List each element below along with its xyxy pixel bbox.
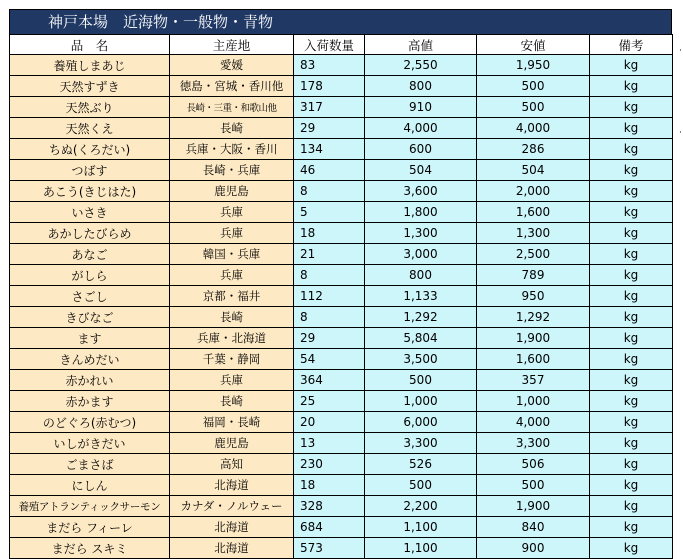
cell-qty: 25 [294, 391, 365, 412]
side-mark: · [679, 46, 682, 56]
header-name: 品 名 [10, 35, 170, 55]
header-row [10, 35, 673, 55]
cell-qty: 54 [294, 349, 365, 370]
cell-origin: 千葉・静岡 [170, 349, 294, 370]
table-row [10, 139, 673, 160]
cell-high: 1,100 [365, 538, 477, 559]
cell-high: 2,200 [365, 496, 477, 517]
cell-qty: 8 [294, 181, 365, 202]
cell-origin: 兵庫 [170, 202, 294, 223]
cell-high: 4,000 [365, 118, 477, 139]
cell-high: 3,500 [365, 349, 477, 370]
cell-low: 500 [477, 76, 590, 97]
cell-name: がしら [10, 265, 170, 286]
table-row [10, 160, 673, 181]
cell-high: 6,000 [365, 412, 477, 433]
cell-name: きびなご [10, 307, 170, 328]
cell-name: のどぐろ(赤むつ) [10, 412, 170, 433]
table-row [10, 265, 673, 286]
cell-low: 357 [477, 370, 590, 391]
cell-qty: 21 [294, 244, 365, 265]
table-row [10, 517, 673, 538]
cell-unit: kg [590, 55, 673, 76]
cell-name: つばす [10, 160, 170, 181]
cell-high: 910 [365, 97, 477, 118]
sheet-title: 神戸本場 近海物・一般物・青物 [9, 9, 672, 34]
cell-unit: kg [590, 160, 673, 181]
cell-high: 1,100 [365, 517, 477, 538]
cell-unit: kg [590, 265, 673, 286]
cell-name: 赤かます [10, 391, 170, 412]
cell-qty: 364 [294, 370, 365, 391]
cell-origin: 北海道 [170, 517, 294, 538]
cell-unit: kg [590, 370, 673, 391]
cell-unit: kg [590, 412, 673, 433]
cell-low: 2,000 [477, 181, 590, 202]
cell-name: あかしたびらめ [10, 223, 170, 244]
table-row [10, 76, 673, 97]
cell-origin: 長崎 [170, 391, 294, 412]
cell-origin: 高知 [170, 454, 294, 475]
cell-name: にしん [10, 475, 170, 496]
cell-low: 900 [477, 538, 590, 559]
cell-unit: kg [590, 223, 673, 244]
cell-unit: kg [590, 307, 673, 328]
cell-name: 赤かれい [10, 370, 170, 391]
cell-high: 526 [365, 454, 477, 475]
cell-high: 2,550 [365, 55, 477, 76]
cell-origin: 兵庫 [170, 370, 294, 391]
market-price-sheet [9, 9, 672, 559]
cell-origin: 徳島・宮城・香川他 [170, 76, 294, 97]
header-unit: 備考 [590, 35, 673, 55]
cell-unit: kg [590, 118, 673, 139]
header-origin: 主産地 [170, 35, 294, 55]
cell-low: 500 [477, 475, 590, 496]
cell-low: 1,600 [477, 202, 590, 223]
cell-qty: 18 [294, 475, 365, 496]
cell-name: いしがきだい [10, 433, 170, 454]
cell-low: 1,300 [477, 223, 590, 244]
cell-unit: kg [590, 475, 673, 496]
table-row [10, 475, 673, 496]
cell-origin: 兵庫・大阪・香川 [170, 139, 294, 160]
cell-qty: 18 [294, 223, 365, 244]
table-row [10, 244, 673, 265]
cell-qty: 8 [294, 265, 365, 286]
cell-name: まだら フィーレ [10, 517, 170, 538]
cell-name: ちぬ(くろだい) [10, 139, 170, 160]
cell-unit: kg [590, 391, 673, 412]
table-row [10, 202, 673, 223]
cell-origin: 鹿児島 [170, 181, 294, 202]
cell-origin: カナダ・ノルウェー [170, 496, 294, 517]
cell-qty: 29 [294, 118, 365, 139]
cell-name: 天然ぶり [10, 97, 170, 118]
cell-low: 4,000 [477, 118, 590, 139]
cell-high: 800 [365, 76, 477, 97]
cell-high: 1,133 [365, 286, 477, 307]
cell-name: 天然すずき [10, 76, 170, 97]
cell-qty: 134 [294, 139, 365, 160]
table-row [10, 433, 673, 454]
cell-unit: kg [590, 139, 673, 160]
cell-low: 1,900 [477, 496, 590, 517]
side-mark: · [679, 128, 682, 138]
cell-qty: 328 [294, 496, 365, 517]
cell-high: 800 [365, 265, 477, 286]
table-row [10, 496, 673, 517]
cell-low: 2,500 [477, 244, 590, 265]
cell-qty: 13 [294, 433, 365, 454]
cell-name: いさき [10, 202, 170, 223]
cell-qty: 29 [294, 328, 365, 349]
cell-low: 286 [477, 139, 590, 160]
cell-name: あこう(きじはた) [10, 181, 170, 202]
table-row [10, 55, 673, 76]
cell-name: 養殖アトランティックサーモン [10, 496, 170, 517]
header-low: 安値 [477, 35, 590, 55]
table-row [10, 328, 673, 349]
cell-unit: kg [590, 76, 673, 97]
table-row [10, 391, 673, 412]
cell-qty: 83 [294, 55, 365, 76]
cell-origin: 兵庫 [170, 265, 294, 286]
cell-origin: 長崎・兵庫 [170, 160, 294, 181]
cell-origin: 北海道 [170, 538, 294, 559]
cell-unit: kg [590, 244, 673, 265]
cell-high: 500 [365, 370, 477, 391]
cell-unit: kg [590, 349, 673, 370]
cell-high: 1,800 [365, 202, 477, 223]
cell-low: 504 [477, 160, 590, 181]
cell-name: さごし [10, 286, 170, 307]
cell-high: 600 [365, 139, 477, 160]
cell-origin: 長崎 [170, 307, 294, 328]
cell-unit: kg [590, 328, 673, 349]
cell-unit: kg [590, 538, 673, 559]
cell-unit: kg [590, 286, 673, 307]
cell-low: 1,900 [477, 328, 590, 349]
table-row [10, 370, 673, 391]
cell-qty: 112 [294, 286, 365, 307]
cell-origin: 愛媛 [170, 55, 294, 76]
cell-unit: kg [590, 517, 673, 538]
table-row [10, 307, 673, 328]
cell-high: 1,000 [365, 391, 477, 412]
cell-qty: 317 [294, 97, 365, 118]
cell-name: 天然くえ [10, 118, 170, 139]
cell-high: 3,600 [365, 181, 477, 202]
cell-name: あなご [10, 244, 170, 265]
table-row [10, 538, 673, 559]
cell-low: 4,000 [477, 412, 590, 433]
cell-unit: kg [590, 181, 673, 202]
cell-low: 3,300 [477, 433, 590, 454]
cell-name: まだら スキミ [10, 538, 170, 559]
cell-low: 789 [477, 265, 590, 286]
cell-unit: kg [590, 433, 673, 454]
cell-unit: kg [590, 97, 673, 118]
cell-qty: 20 [294, 412, 365, 433]
price-table [9, 34, 673, 559]
cell-high: 500 [365, 475, 477, 496]
cell-origin: 鹿児島 [170, 433, 294, 454]
cell-low: 1,600 [477, 349, 590, 370]
cell-name: 養殖しまあじ [10, 55, 170, 76]
table-row [10, 349, 673, 370]
cell-unit: kg [590, 454, 673, 475]
cell-origin: 長崎 [170, 118, 294, 139]
header-qty: 入荷数量 [294, 35, 365, 55]
cell-low: 840 [477, 517, 590, 538]
cell-origin: 兵庫・北海道 [170, 328, 294, 349]
cell-high: 3,000 [365, 244, 477, 265]
cell-low: 506 [477, 454, 590, 475]
cell-high: 1,292 [365, 307, 477, 328]
table-row [10, 97, 673, 118]
cell-qty: 573 [294, 538, 365, 559]
cell-low: 1,950 [477, 55, 590, 76]
cell-qty: 8 [294, 307, 365, 328]
table-row [10, 118, 673, 139]
cell-origin: 長崎・三重・和歌山他 [170, 97, 294, 118]
header-high: 高値 [365, 35, 477, 55]
cell-qty: 46 [294, 160, 365, 181]
cell-origin: 福岡・長崎 [170, 412, 294, 433]
cell-low: 500 [477, 97, 590, 118]
cell-origin: 京都・福井 [170, 286, 294, 307]
table-row [10, 223, 673, 244]
cell-high: 504 [365, 160, 477, 181]
cell-low: 1,292 [477, 307, 590, 328]
table-row [10, 286, 673, 307]
cell-qty: 684 [294, 517, 365, 538]
cell-origin: 兵庫 [170, 223, 294, 244]
cell-high: 1,300 [365, 223, 477, 244]
cell-low: 1,000 [477, 391, 590, 412]
cell-name: ごまさば [10, 454, 170, 475]
cell-name: ます [10, 328, 170, 349]
cell-high: 3,300 [365, 433, 477, 454]
cell-qty: 178 [294, 76, 365, 97]
cell-origin: 韓国・兵庫 [170, 244, 294, 265]
table-row [10, 181, 673, 202]
cell-high: 5,804 [365, 328, 477, 349]
table-row [10, 454, 673, 475]
table-row [10, 412, 673, 433]
cell-origin: 北海道 [170, 475, 294, 496]
cell-qty: 5 [294, 202, 365, 223]
cell-name: きんめだい [10, 349, 170, 370]
cell-low: 950 [477, 286, 590, 307]
cell-unit: kg [590, 496, 673, 517]
cell-qty: 230 [294, 454, 365, 475]
cell-unit: kg [590, 202, 673, 223]
